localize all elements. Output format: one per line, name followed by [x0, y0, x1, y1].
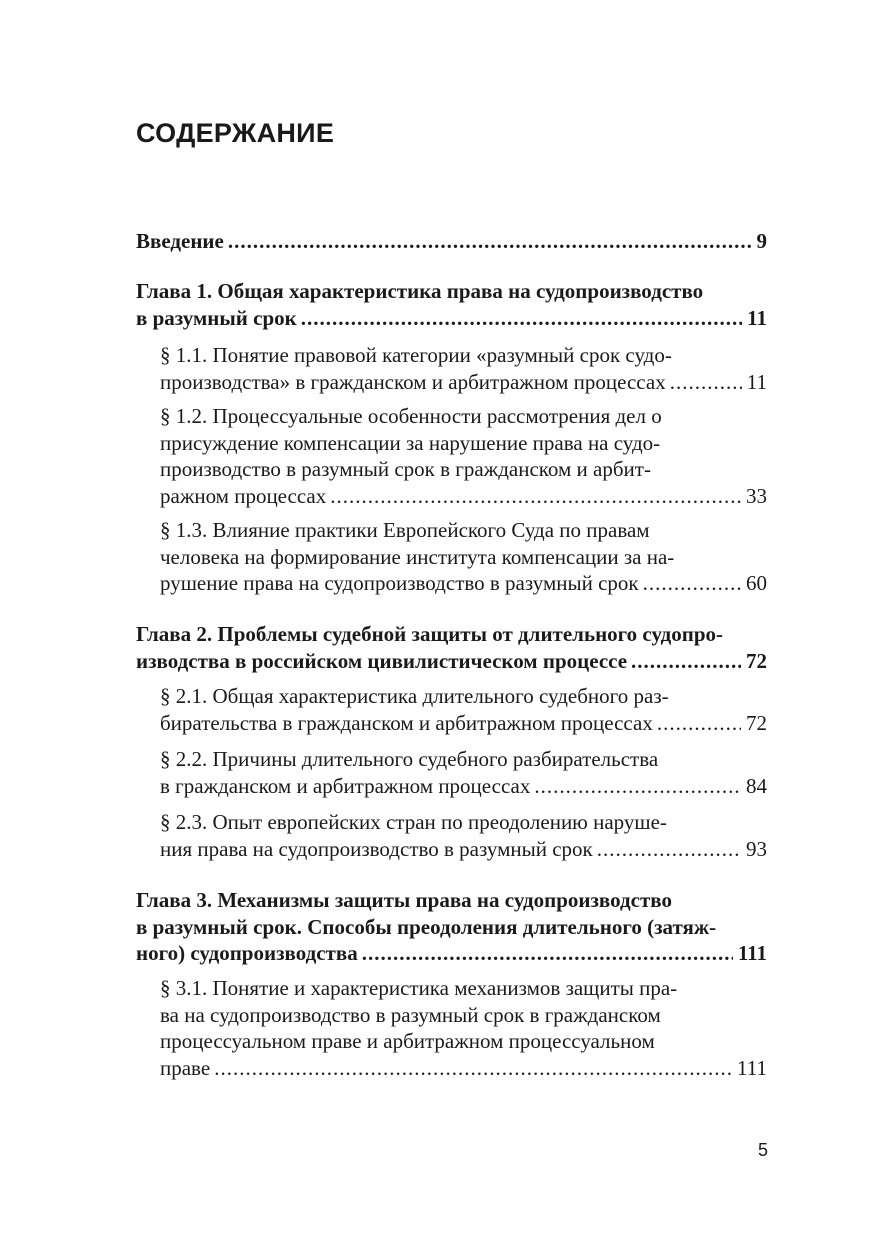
toc-page-ref: 33 — [746, 483, 767, 508]
toc-chapter-1 — [136, 278, 767, 331]
toc-section-2-3 — [160, 809, 767, 862]
toc-entry-line: Глава 3. Механизмы защиты права на судопроизводство — [136, 888, 672, 912]
toc-entry-text: в гражданском и арбитражном процессах — [160, 773, 531, 798]
toc-entry-text: рушение права на судопроизводство в разумный срок — [160, 571, 639, 595]
toc-entry-last-line — [136, 940, 767, 967]
dot-leader — [657, 710, 741, 737]
dot-leader — [534, 773, 741, 800]
toc-section-1-1 — [160, 342, 767, 395]
toc-entry-line: производство в разумный срок в гражданском и арбит- — [160, 457, 651, 481]
toc-entry-text: праве — [160, 1055, 211, 1080]
toc-entry-line: Глава 1. Общая характеристика права на судопроизводство — [136, 279, 704, 303]
toc-chapter-2 — [136, 621, 767, 674]
page-number: 5 — [757, 1140, 768, 1160]
dot-leader — [631, 648, 741, 675]
toc-entry-last-line — [160, 369, 767, 396]
toc-entry-line: § 1.2. Процессуальные особенности рассмотрения дел о — [160, 404, 662, 428]
toc-page-ref: 72 — [746, 648, 767, 673]
toc-section-3-1 — [160, 975, 767, 1081]
toc-page-ref: 72 — [746, 710, 767, 735]
dot-leader — [301, 305, 742, 332]
dot-leader — [670, 369, 742, 396]
dot-leader — [330, 483, 741, 510]
toc-entry-last-line — [160, 1055, 767, 1082]
toc-entry-line: § 3.1. Понятие и характеристика механизмов защиты пра- — [160, 976, 678, 1000]
toc-chapter-3 — [136, 887, 767, 967]
toc-entry-text: изводства в российском цивилистическом процессе — [136, 648, 628, 673]
toc-entry-line: § 2.2. Причины длительного судебного разбирательства — [160, 747, 659, 771]
toc-entry-line: ва на судопроизводство в разумный срок в гражданском — [160, 1002, 661, 1027]
toc-section-2-1 — [160, 683, 767, 736]
toc-entry-last-line — [136, 305, 767, 332]
toc-entry-line: присуждение компенсации за нарушение права на судо- — [160, 430, 661, 455]
toc-entry-last-line — [160, 483, 767, 510]
dot-leader — [362, 940, 733, 967]
toc-entry-last-line — [160, 570, 767, 597]
toc-entry-text: производства» в гражданском и арбитражном процессах — [160, 369, 666, 394]
toc-page-ref: 93 — [746, 836, 767, 861]
toc-entry-text: в разумный срок — [136, 305, 297, 330]
toc-section-1-2 — [160, 403, 767, 509]
toc-entry-last-line — [160, 836, 767, 863]
toc-page-ref: 111 — [737, 1055, 767, 1080]
toc-entry-line: процессуальном праве и арбитражном процессуальном — [160, 1029, 655, 1053]
toc-entry-title: Введение — [136, 229, 224, 253]
page-title: СОДЕРЖАНИЕ — [136, 118, 335, 148]
toc-entry-last-line — [136, 228, 767, 255]
toc-page-ref: 9 — [756, 229, 767, 253]
toc-page-ref: 60 — [746, 571, 767, 595]
dot-leader — [228, 228, 752, 255]
toc-entry-last-line — [136, 648, 767, 675]
dot-leader — [597, 836, 741, 863]
toc-page-ref: 84 — [746, 773, 767, 798]
toc-entry-text: ния права на судопроизводство в разумный срок — [160, 836, 593, 861]
toc-entry-line: § 2.1. Общая характеристика длительного судебного раз- — [160, 684, 669, 708]
toc-entry-text: ного) судопроизводства — [136, 941, 358, 965]
toc-entry-last-line — [160, 710, 767, 737]
toc-page-ref: 11 — [746, 369, 767, 394]
toc-entry-line: человека на формирование института компенсации за на- — [160, 544, 675, 569]
toc-entry-line: Глава 2. Проблемы судебной защиты от длительного судопро- — [136, 622, 724, 646]
toc-entry-line: § 1.3. Влияние практики Европейского Суда по правам — [160, 518, 650, 542]
toc-entry-introduction — [136, 228, 767, 255]
toc-entry-text: бирательства в гражданском и арбитражном процессах — [160, 710, 653, 735]
toc-entry-line: § 1.1. Понятие правовой категории «разумный срок судо- — [160, 343, 672, 367]
dot-leader — [214, 1055, 732, 1082]
toc-entry-line: § 2.3. Опыт европейских стран по преодолению наруше- — [160, 810, 667, 834]
toc-section-2-2 — [160, 746, 767, 799]
toc-entry-text: ражном процессах — [160, 483, 327, 508]
dot-leader — [643, 570, 741, 597]
toc-entry-line: в разумный срок. Способы преодоления длительного (затяж- — [136, 914, 717, 939]
toc-page-ref: 11 — [747, 305, 767, 330]
toc-section-1-3 — [160, 517, 767, 597]
toc-page-ref: 111 — [737, 941, 767, 965]
toc-entry-last-line — [160, 773, 767, 800]
